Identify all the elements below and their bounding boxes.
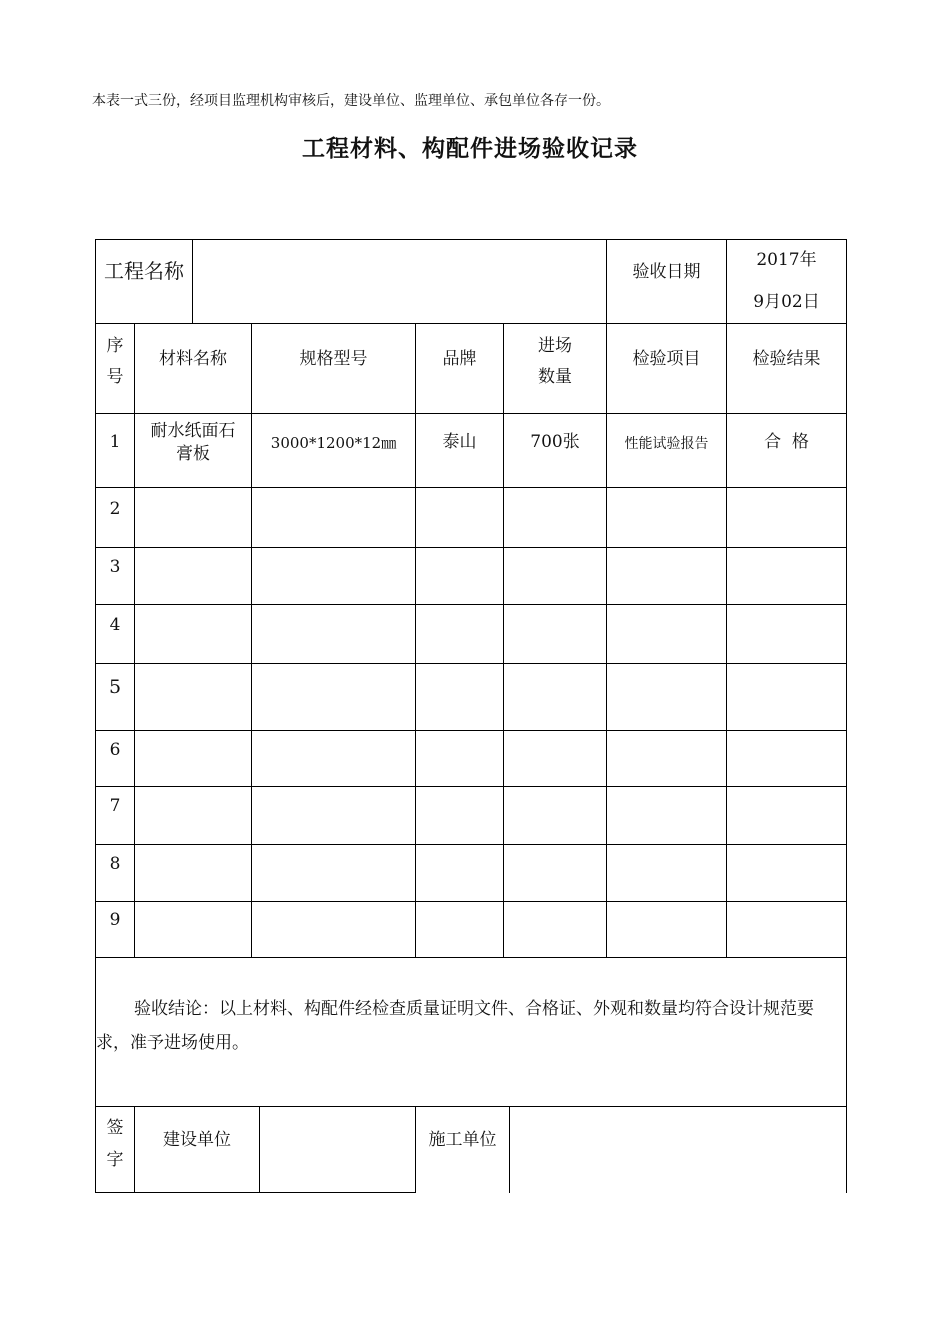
acceptance-conclusion: 验收结论：以上材料、构配件经检查质量证明文件、合格证、外观和数量均符合设计规范要求，准予进场使用。 <box>96 999 814 1053</box>
row-7-seq: 7 <box>109 796 121 817</box>
row-1-inspect-result: 合 格 <box>764 432 809 453</box>
row-4-seq: 4 <box>109 615 121 636</box>
sign-label-1: 签 <box>106 1117 124 1138</box>
row-1-seq: 1 <box>109 432 121 453</box>
contractor-unit-signature[interactable] <box>510 1107 846 1192</box>
row-1-spec: 3000*1200*12㎜ <box>270 433 397 452</box>
row-9-seq: 9 <box>109 910 121 931</box>
row-6-seq: 6 <box>109 740 121 761</box>
page-title: 工程材料、构配件进场验收记录 <box>302 135 638 162</box>
row-1-material-line1: 耐水纸面石 <box>150 421 236 442</box>
header-seq-1: 序 <box>106 336 124 357</box>
header-qty-2: 数量 <box>538 367 572 387</box>
project-name-value <box>193 240 606 323</box>
row-1-material-line2: 膏板 <box>176 444 210 464</box>
row-5-seq: 5 <box>108 675 122 698</box>
header-spec: 规格型号 <box>299 349 368 370</box>
header-qty <box>504 324 606 400</box>
date-year: 2017年 <box>756 249 817 270</box>
header-seq <box>96 324 134 400</box>
header-qty-1: 进场 <box>538 336 572 357</box>
sign-label-2: 字 <box>106 1150 124 1170</box>
sign-label <box>96 1107 134 1181</box>
row-8-seq: 8 <box>109 854 121 875</box>
owner-unit-signature[interactable] <box>260 1107 415 1192</box>
distribution-note: 本表一式三份，经项目监理机构审核后，建设单位、监理单位、承包单位各存一份。 <box>92 93 610 109</box>
row-1-material <box>135 414 251 472</box>
header-inspect-item: 检验项目 <box>632 349 701 370</box>
owner-unit-label: 建设单位 <box>163 1130 231 1151</box>
date-value <box>727 240 846 323</box>
row-2-seq: 2 <box>109 499 121 520</box>
row-1-qty: 700张 <box>530 432 580 453</box>
header-brand: 品牌 <box>442 349 477 370</box>
header-material: 材料名称 <box>159 349 227 370</box>
row-3-seq: 3 <box>109 557 121 578</box>
contractor-unit-label: 施工单位 <box>428 1130 497 1151</box>
date-label: 验收日期 <box>632 262 701 283</box>
header-seq-2: 号 <box>106 367 124 387</box>
date-month-day: 9月02日 <box>753 291 820 312</box>
row-1-inspect-item: 性能试验报告 <box>624 436 709 453</box>
header-inspect-result: 检验结果 <box>752 349 821 370</box>
project-name-label: 工程名称 <box>104 259 184 283</box>
row-1-brand: 泰山 <box>442 432 477 453</box>
